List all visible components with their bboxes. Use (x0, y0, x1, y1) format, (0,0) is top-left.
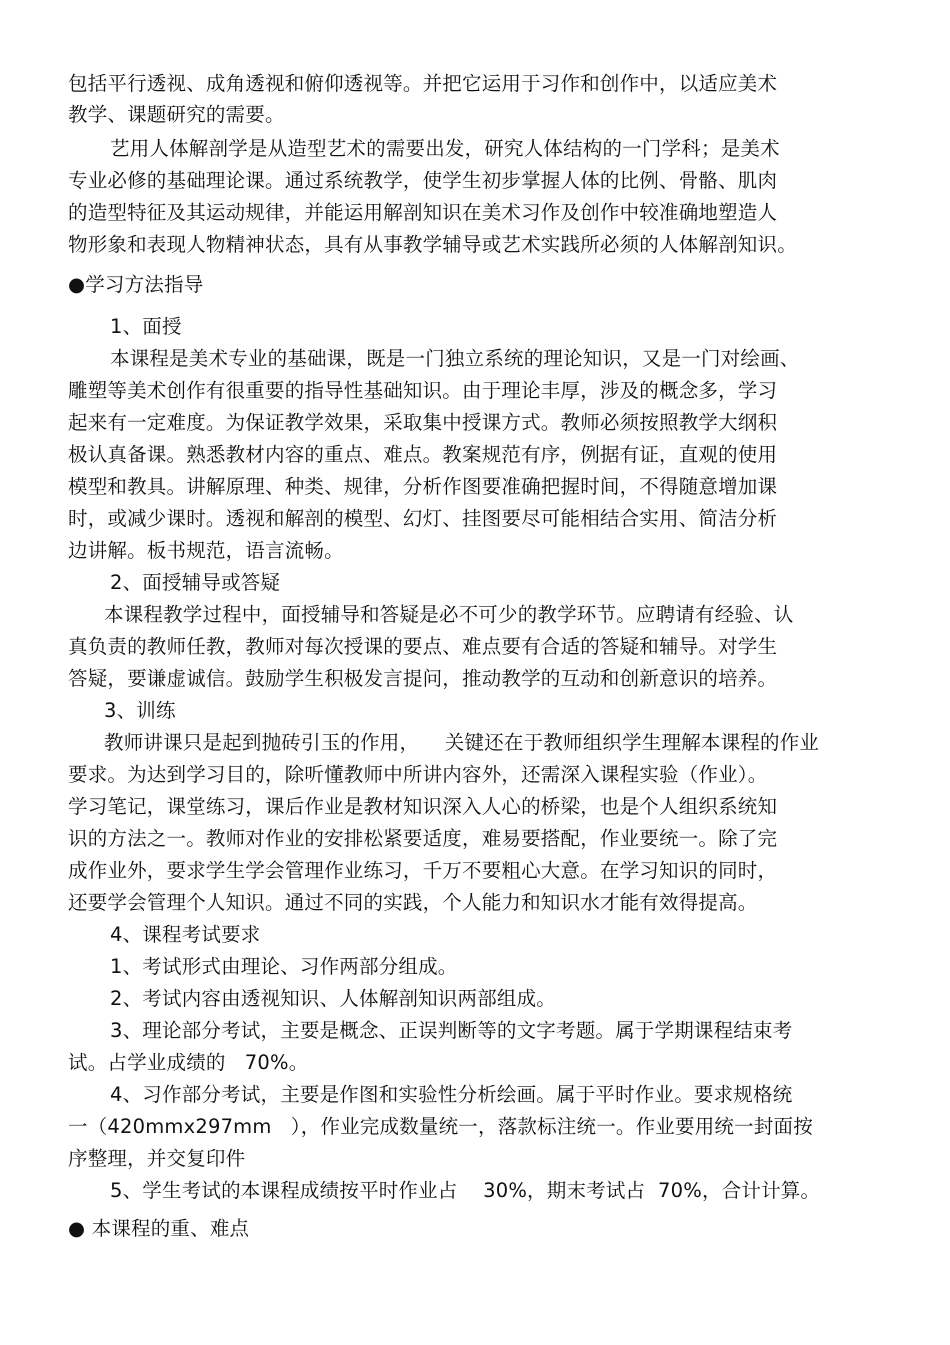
text-line: 要求。为达到学习目的，除听懂教师中所讲内容外，还需深入课程实验（作业）。 (68, 763, 768, 786)
text-line: 雕塑等美术创作有很重要的指导性基础知识。由于理论丰厚，涉及的概念多，学习 (68, 379, 778, 402)
text-line: 教师讲课只是起到抛砖引玉的作用， 关键还在于教师组织学生理解本课程的作业 (104, 731, 820, 754)
text-line: 成作业外，要求学生学会管理作业练习，千万不要粗心大意。在学习知识的同时， (68, 859, 778, 882)
subheading: 1、面授 (110, 315, 182, 338)
text-line: 专业必修的基础理论课。通过系统教学，使学生初步掌握人体的比例、骨骼、肌肉 (68, 169, 778, 192)
section-heading: ● 本课程的重、难点 (68, 1217, 250, 1240)
text-line: 起来有一定难度。为保证教学效果，采取集中授课方式。教师必须按照教学大纲积 (68, 411, 778, 434)
section-heading: ●学习方法指导 (68, 273, 204, 296)
text-line: 模型和教具。讲解原理、种类、规律，分析作图要准确把握时间，不得随意增加课 (68, 475, 778, 498)
subheading: 2、面授辅导或答疑 (110, 571, 281, 594)
text-line: 序整理，并交复印件 (68, 1147, 246, 1170)
list-item: 2、考试内容由透视知识、人体解剖知识两部组成。 (110, 987, 557, 1010)
text-line: 还要学会管理个人知识。通过不同的实践，个人能力和知识水才能有效得提高。 (68, 891, 758, 914)
text-line: 边讲解。板书规范，语言流畅。 (68, 539, 344, 562)
list-item: 4、习作部分考试，主要是作图和实验性分析绘画。属于平时作业。要求规格统 (110, 1083, 793, 1106)
list-item: 5、学生考试的本课程成绩按平时作业占 30%，期末考试占 70%，合计计算。 (110, 1179, 821, 1202)
text-line: 艺用人体解剖学是从造型艺术的需要出发，研究人体结构的一门学科；是美术 (110, 137, 780, 160)
subheading: 4、课程考试要求 (110, 923, 261, 946)
text-line: 包括平行透视、成角透视和俯仰透视等。并把它运用于习作和创作中，以适应美术 (68, 72, 778, 95)
list-item: 1、考试形式由理论、习作两部分组成。 (110, 955, 458, 978)
text-line: 一（420mmx297mm ），作业完成数量统一，落款标注统一。作业要用统一封面按 (68, 1115, 813, 1138)
subheading: 3、训练 (104, 699, 176, 722)
text-line: 本课程教学过程中，面授辅导和答疑是必不可少的教学环节。应聘请有经验、认 (104, 603, 794, 626)
text-line: 学习笔记，课堂练习，课后作业是教材知识深入人心的桥梁，也是个人组织系统知 (68, 795, 778, 818)
list-item: 3、理论部分考试，主要是概念、正误判断等的文字考题。属于学期课程结束考 (110, 1019, 793, 1042)
text-line: 时，或减少课时。透视和解剖的模型、幻灯、挂图要尽可能相结合实用、简洁分析 (68, 507, 778, 530)
text-line: 试。占学业成绩的 70%。 (68, 1051, 309, 1074)
text-line: 识的方法之一。教师对作业的安排松紧要适度，难易要搭配，作业要统一。除了完 (68, 827, 778, 850)
text-line: 教学、课题研究的需要。 (68, 103, 285, 126)
text-line: 本课程是美术专业的基础课，既是一门独立系统的理论知识，又是一门对绘画、 (110, 347, 800, 370)
text-line: 的造型特征及其运动规律，并能运用解剖知识在美术习作及创作中较准确地塑造人 (68, 201, 778, 224)
text-line: 物形象和表现人物精神状态，具有从事教学辅导或艺术实践所必须的人体解剖知识。 (68, 233, 797, 256)
text-line: 极认真备课。熟悉教材内容的重点、难点。教案规范有序，例据有证，直观的使用 (68, 443, 778, 466)
text-line: 答疑，要谦虚诚信。鼓励学生积极发言提问，推动教学的互动和创新意识的培养。 (68, 667, 778, 690)
text-line: 真负责的教师任教，教师对每次授课的要点、难点要有合适的答疑和辅导。对学生 (68, 635, 778, 658)
